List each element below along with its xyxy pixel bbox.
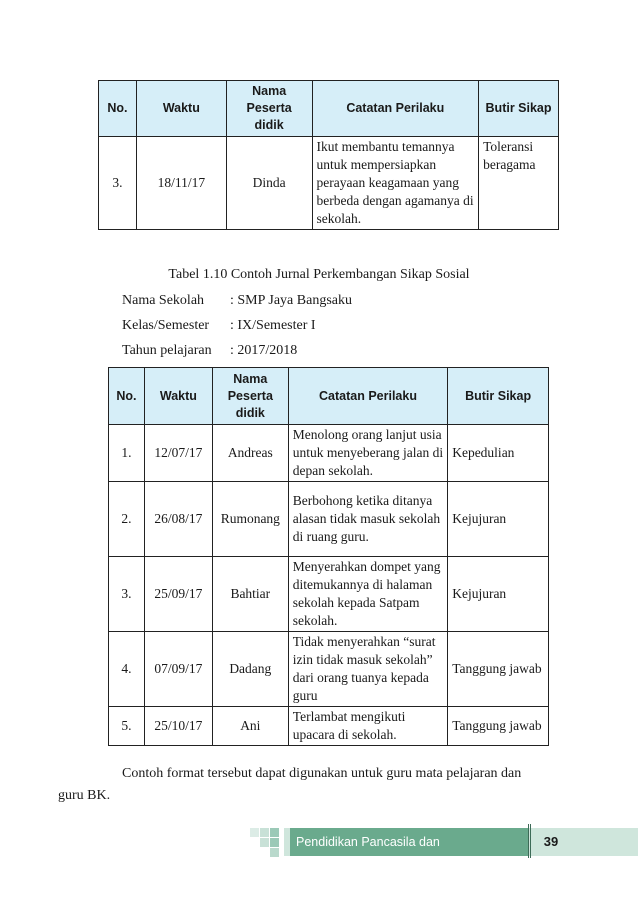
cell-waktu: 25/09/17 <box>144 557 212 632</box>
header-nama: Nama Peserta didik <box>226 81 312 137</box>
cell-waktu: 25/10/17 <box>144 707 212 746</box>
cell-catatan: Menyerahkan dompet yang ditemukannya di halaman sekolah kepada Satpam sekolah. <box>288 557 447 632</box>
cell-butir: Kejujuran <box>448 557 549 632</box>
cell-catatan: Berbohong ketika ditanya alasan tidak masuk sekolah di ruang guru. <box>288 482 447 557</box>
cell-nama: Bahtiar <box>212 557 288 632</box>
cell-nama: Dinda <box>226 137 312 230</box>
header-butir: Butir Sikap <box>479 81 559 137</box>
info-year-label: Tahun pelajaran <box>122 343 212 358</box>
cell-butir: Tanggung jawab <box>448 707 549 746</box>
header-catatan: Catatan Perilaku <box>312 81 479 137</box>
paragraph-line-2: guru BK. <box>58 788 111 803</box>
header-no: No. <box>109 368 145 425</box>
cell-waktu: 26/08/17 <box>144 482 212 557</box>
cell-catatan: Menolong orang lanjut usia untuk menyeberang jalan di depan sekolah. <box>288 425 447 482</box>
info-school-value: : SMP Jaya Bangsaku <box>230 293 352 308</box>
header-waktu: Waktu <box>144 368 212 425</box>
cell-butir: Kejujuran <box>448 482 549 557</box>
header-no: No. <box>99 81 137 137</box>
cell-butir: Tanggung jawab <box>448 632 549 707</box>
info-school-label: Nama Sekolah <box>122 293 205 308</box>
cell-waktu: 18/11/17 <box>136 137 226 230</box>
cell-nama: Ani <box>212 707 288 746</box>
table-caption: Tabel 1.10 Contoh Jurnal Perkembangan Sikap Sosial <box>168 267 470 282</box>
footer-divider <box>528 824 531 858</box>
cell-nama: Dadang <box>212 632 288 707</box>
info-class <box>122 318 316 334</box>
cell-no: 4. <box>109 632 145 707</box>
cell-catatan: Tidak menyerahkan “surat izin tidak masuk sekolah” dari orang tuanya kepada guru <box>288 632 447 707</box>
cell-no: 5. <box>109 707 145 746</box>
cell-nama: Rumonang <box>212 482 288 557</box>
header-butir: Butir Sikap <box>448 368 549 425</box>
cell-butir: Toleransi beragama <box>479 137 559 230</box>
table-previous-journal <box>98 80 559 230</box>
cell-nama: Andreas <box>212 425 288 482</box>
info-school <box>122 293 352 309</box>
table-journal-social-attitude <box>108 367 549 746</box>
cell-catatan: Ikut membantu temannya untuk mempersiapkan perayaan keagamaan yang berbeda dengan agamanya di sekolah. <box>312 137 479 230</box>
cell-catatan: Terlambat mengikuti upacara di sekolah. <box>288 707 447 746</box>
cell-no: 3. <box>99 137 137 230</box>
page-number: 39 <box>543 834 559 849</box>
closing-paragraph <box>58 763 560 807</box>
decorative-squares-icon <box>250 824 286 858</box>
table-row <box>109 482 549 557</box>
info-class-label: Kelas/Semester <box>122 318 210 333</box>
cell-waktu: 07/09/17 <box>144 632 212 707</box>
book-title: Pendidikan Pancasila dan Kewarganegaraan <box>290 828 528 856</box>
cell-no: 3. <box>109 557 145 632</box>
table-row <box>109 632 549 707</box>
cell-no: 2. <box>109 482 145 557</box>
header-waktu: Waktu <box>136 81 226 137</box>
info-year <box>122 343 297 359</box>
header-catatan: Catatan Perilaku <box>288 368 447 425</box>
page-footer <box>0 824 638 877</box>
table-row <box>99 137 559 230</box>
table-row <box>109 557 549 632</box>
paragraph-line-1: Contoh format tersebut dapat digunakan untuk guru mata pelajaran dan <box>122 766 522 781</box>
cell-no: 1. <box>109 425 145 482</box>
table-row <box>109 425 549 482</box>
table-row <box>109 707 549 746</box>
cell-butir: Kepedulian <box>448 425 549 482</box>
info-year-value: : 2017/2018 <box>230 343 298 358</box>
header-nama: Nama Peserta didik <box>212 368 288 425</box>
cell-waktu: 12/07/17 <box>144 425 212 482</box>
info-class-value: : IX/Semester I <box>230 318 316 333</box>
